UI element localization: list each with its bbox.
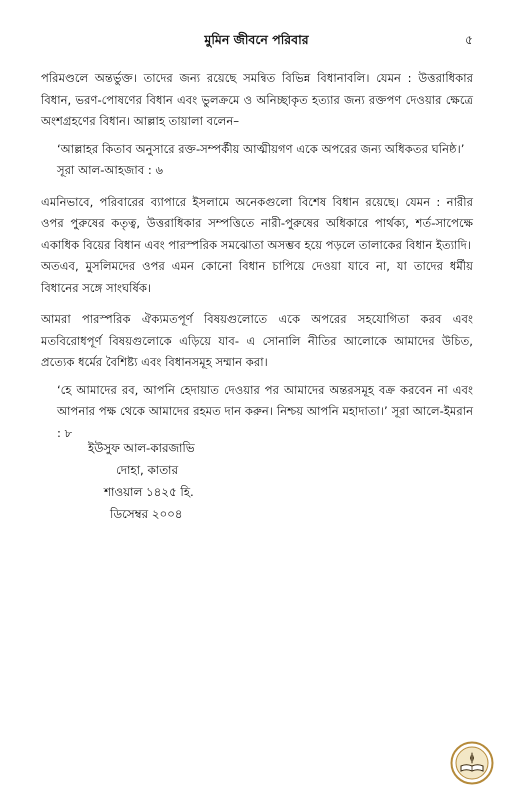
paragraph-family-rules: এমনিভাবে, পরিবারের ব্যাপারে ইসলামে অনেকগুলো বিশেষ বিধান রয়েছে। যেমন : নারীর ওপর পুরুষের কতৃত্ব, উত্তরাধিকার সম্পত্তিতে নারী-পুরুষের অধিকারে পার্থক্য, শর্ত-সাপেক্ষে একাধিক বিয়ের বিধান এবং পারস্পরিক সমঝোতা অসম্ভব হয়ে পড়লে তালাকের বিধান ইত্যাদি। xyxy=(41,194,473,252)
quote-al-imran: ‘হে আমাদের রব, আপনি হেদায়াত দেওয়ার পর আমাদের অন্তরসমূহ বক্র করবেন না এবং আপনার পক্ষ থেকে আমাদের রহমত দান করুন। নিশ্চয় আপনি মহাদাতা।’ সূরা আলে-ইমরান : ৮ xyxy=(57,382,473,440)
signature-gregorian-date: ডিসেম্বর ২০০৪ xyxy=(110,507,183,521)
body-text xyxy=(41,68,473,444)
author-name: ইউসুফ আল-কারজাভি xyxy=(88,441,195,455)
paragraph-cooperation: আমরা পারস্পরিক ঐক্যমতপূর্ণ বিষয়গুলোতে একে অপরের সহযোগিতা করব এবং মতবিরোধপূর্ণ বিষয়গুলোকে এড়িয়ে যাব- এ সোনালি নীতির আলোকে আমাদের উচিত, প্রত্যেক ধর্মের বৈশিষ্ট্য এবং বিধানসমূহ সম্মান করা। xyxy=(41,312,473,369)
running-title: মুমিন জীবনে পরিবার xyxy=(204,32,309,47)
signature-place: দোহা, কাতার xyxy=(116,463,178,477)
quote-ahzab: ‘আল্লাহর কিতাব অনুসারে রক্ত-সম্পর্কীয় আত্মীয়গণ একে অপরের জন্য অধিকতর ঘনিষ্ঠ।’ xyxy=(57,141,465,156)
open-book-pen-emblem-icon xyxy=(450,741,494,785)
publisher-logo xyxy=(450,741,494,785)
paragraph-no-imposition: অতএব, মুসলিমদের ওপর এমন কোনো বিধান চাপিয়ে দেওয়া যাবে না, যা তাদের ধর্মীয় বিধানের সঙ্গে সাংঘর্ষিক। xyxy=(41,259,473,295)
page-number: ৫ xyxy=(464,32,473,47)
quote-ahzab-reference: সূরা আল-আহজাব : ৬ xyxy=(57,163,164,177)
running-header xyxy=(40,32,473,52)
signature-hijri-date: শাওয়াল ১৪২৫ হি. xyxy=(104,485,194,499)
paragraph-inheritance: পরিমণ্ডলে অন্তর্ভুক্ত। তাদের জন্য রয়েছে সমন্বিত বিভিন্ন বিধানাবলি। যেমন : উত্তরাধিকার বিধান, ভরণ-পোষণের বিধান এবং ভুলক্রমে ও অনিচ্ছাকৃত হত্যার জন্য রক্তপণ দেওয়ার ক্ষেত্রে অংশগ্রহণের বিধান। আল্লাহ তায়ালা বলেন– xyxy=(41,71,473,128)
author-signature-block xyxy=(0,437,300,557)
